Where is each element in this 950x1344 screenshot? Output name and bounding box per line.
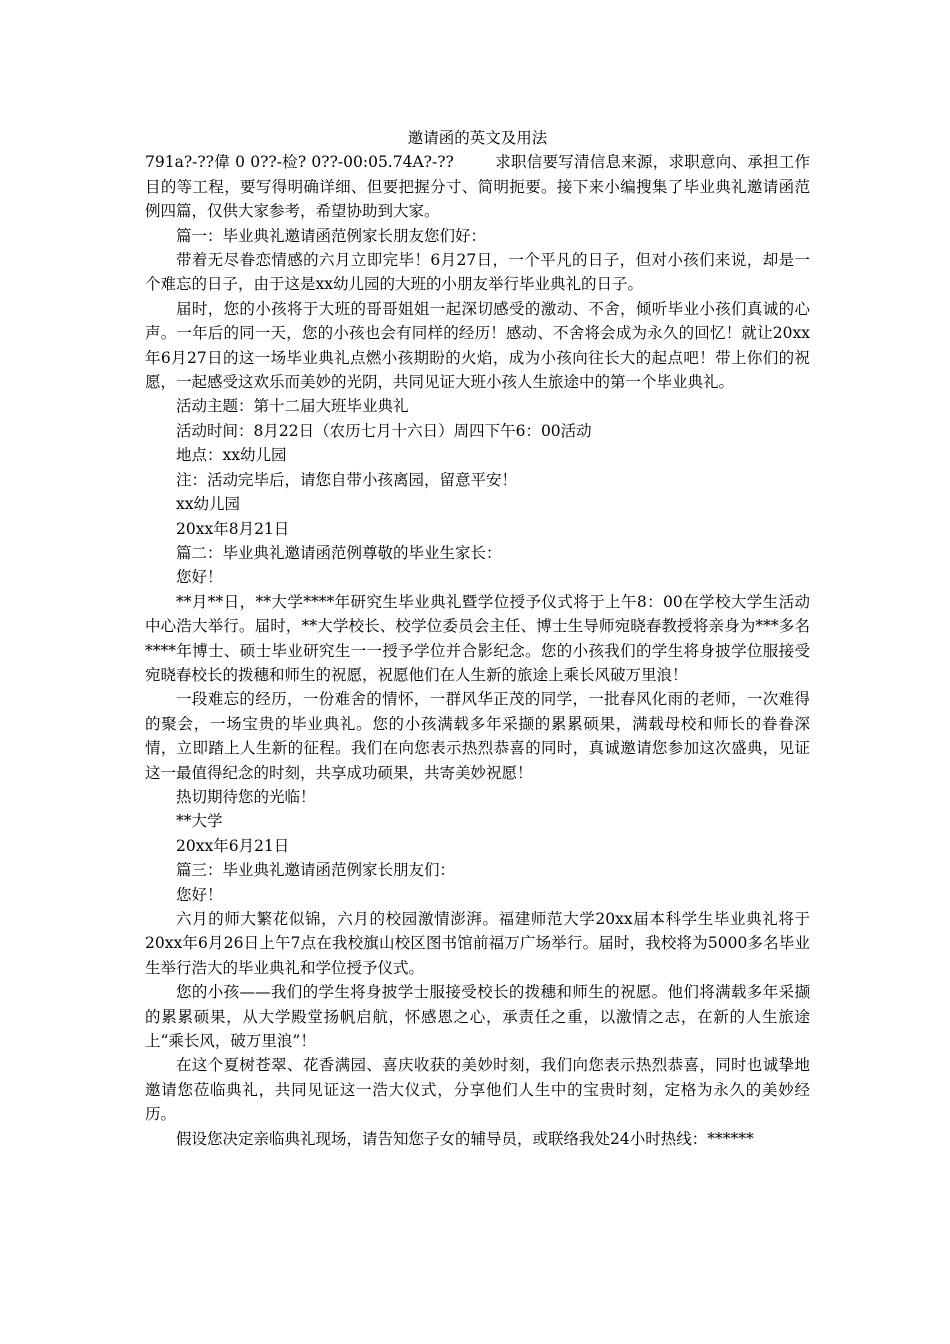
- paragraph: 篇三：毕业典礼邀请函范例家长朋友们：: [176, 861, 456, 880]
- document-page: [145, 126, 810, 1151]
- paragraph: **大学: [176, 812, 223, 831]
- paragraph: 您的小孩——我们的学生将身披学士服接受校长的拨穗和师生的祝愿。他们将满载多年采撷的累累硕果，从大学殿堂扬帆启航，怀感恩之心，承责任之重，以激情之志，在新的人生旅途上“乘长风，破万里浪”！: [145, 983, 810, 1051]
- paragraph: 届时，您的小孩将于大班的哥哥姐姐一起深切感受的激动、不舍，倾听毕业小孩们真诚的心声。一年后的同一天，您的小孩也会有同样的经历！感动、不舍将会成为永久的回忆！就让20xx年6月27日的这一场毕业典礼点燃小孩期盼的火焰，成为小孩向往长大的起点吧！带上你们的祝愿，一起感受这欢乐而美妙的光阴，共同见证大班小孩人生旅途中的第一个毕业典礼。: [145, 299, 810, 392]
- paragraph: 篇二：毕业典礼邀请函范例尊敬的毕业生家长：: [176, 543, 502, 562]
- paragraph: 您好！: [176, 885, 223, 904]
- intro-garbled-text: 791a?-??偉 0 0??-检? 0??-00:05.74A?-??: [145, 153, 454, 172]
- paragraph: 活动时间：8月22日（农历七月十六日）周四下午6：00活动: [176, 421, 592, 440]
- paragraph: 一段难忘的经历，一份难舍的情怀，一群风华正茂的同学，一批春风化雨的老师，一次难得的聚会，一场宝贵的毕业典礼。您的小孩满载多年采撷的累累硕果，满载母校和师长的眷眷深情，立即踏上人生新的征程。我们在向您表示热烈恭喜的同时，真诚邀请您参加这次盛典，见证这一最值得纪念的时刻，共享成功硕果，共寄美妙祝愿！: [145, 690, 810, 782]
- paragraph: xx幼儿园: [176, 495, 240, 514]
- intro-paragraph: [145, 150, 810, 223]
- paragraph: 20xx年6月21日: [176, 836, 290, 855]
- paragraph: 在这个夏树苍翠、花香满园、喜庆收获的美妙时刻，我们向您表示热烈恭喜，同时也诚挚地邀请您莅临典礼，共同见证这一浩大仪式，分享他们人生中的宝贵时刻，定格为永久的美妙经历。: [145, 1056, 810, 1124]
- paragraph: 20xx年8月21日: [176, 519, 290, 538]
- paragraph: 活动主题：第十二届大班毕业典礼: [176, 397, 409, 416]
- paragraph: 您好！: [176, 568, 223, 587]
- paragraph: 注：活动完毕后，请您自带小孩离园，留意平安！: [176, 470, 518, 489]
- paragraph: 热切期待您的光临！: [176, 787, 316, 806]
- paragraph: 六月的师大繁花似锦，六月的校园激情澎湃。福建师范大学20xx届本科学生毕业典礼将于20xx年6月26日上午7点在我校旗山校区图书馆前福万广场举行。届时，我校将为5000多名毕业生举行浩大的毕业典礼和学位授予仪式。: [145, 910, 810, 977]
- paragraph: **月**日，**大学****年研究生毕业典礼暨学位授予仪式将于上午8：00在学校大学生活动中心浩大举行。届时，**大学校长、校学位委员会主任、博士生导师宛晓春教授将亲身为***多名****年博士、硕士毕业研究生一一授予学位并合影纪念。您的小孩我们的学生将身披学位服接受宛晓春校长的拨穗和师生的祝愿，祝愿他们在人生新的旅途上乘长风破万里浪！: [145, 592, 810, 684]
- paragraph: 带着无尽眷恋情感的六月立即完毕！6月27日，一个平凡的日子，但对小孩们来说，却是一个难忘的日子，由于这是xx幼儿园的大班的小朋友举行毕业典礼的日子。: [145, 251, 810, 294]
- paragraph: 假设您决定亲临典礼现场，请告知您子女的辅导员，或联络我处24小时热线：******: [176, 1129, 754, 1148]
- paragraph: 篇一：毕业典礼邀请函范例家长朋友您们好：: [176, 226, 487, 245]
- paragraph: 地点：xx幼儿园: [176, 446, 287, 465]
- intro-text: 求职信要写清信息来源，求职意向、承担工作目的等工程，要写得明确详细、但要把握分寸、简明扼要。接下来小编搜集了毕业典礼邀请函范例四篇，仅供大家参考，希望协助到大家。: [145, 153, 810, 221]
- document-title: 邀请函的英文及用法: [407, 129, 548, 147]
